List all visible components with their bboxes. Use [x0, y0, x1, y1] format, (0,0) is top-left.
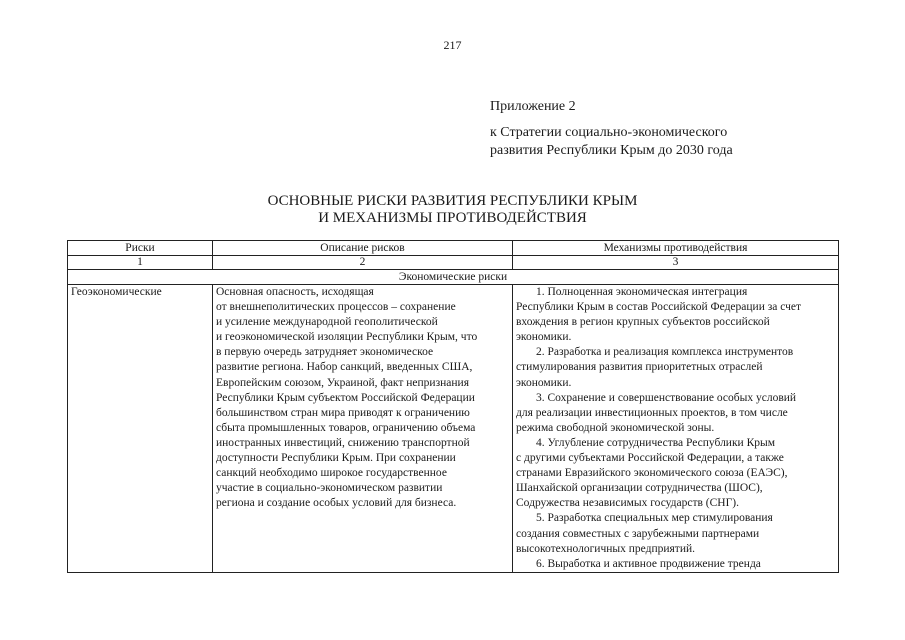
mechanism-line: 4. Углубление сотрудничества Республики Крым — [536, 436, 776, 449]
mechanism-line: Содружества независимых государств (СНГ). — [516, 497, 739, 510]
description-line: санкций необходимо широкое государственное — [216, 467, 447, 480]
description-line: и геоэкономической изоляции Республики Крым, что — [216, 331, 478, 344]
mechanism-line: экономики. — [516, 376, 572, 389]
description-line: доступности Республики Крым. При сохранении — [216, 452, 456, 465]
risk-name: Геоэкономические — [68, 285, 213, 573]
column-number-2: 2 — [213, 256, 513, 270]
description-line: в первую очередь затрудняет экономическое — [216, 346, 434, 359]
mechanism-line: 1. Полноценная экономическая интеграция — [536, 286, 748, 298]
mechanism-line: экономики. — [516, 331, 572, 344]
mechanism-line: 3. Сохранение и совершенствование особых условий — [536, 391, 797, 404]
column-number-row — [68, 256, 839, 270]
header-risks: Риски — [68, 241, 213, 256]
mechanism-line: высокотехнологичных предприятий. — [516, 542, 696, 555]
column-number-3: 3 — [513, 256, 839, 270]
table-row — [68, 285, 839, 573]
appendix-title: Приложение 2 — [490, 99, 576, 114]
mechanism-line: 6. Выработка и активное продвижение тренда — [536, 557, 761, 570]
mechanism-line: 5. Разработка специальных мер стимулирования — [536, 512, 773, 525]
appendix-subtitle-line-1: к Стратегии социально-экономического — [490, 125, 728, 140]
description-line: Основная опасность, исходящая — [216, 286, 374, 298]
description-line: региона и создание особых условий для бизнеса. — [216, 497, 457, 510]
header-mechanisms: Механизмы противодействия — [513, 241, 839, 256]
description-line: от внешнеполитических процессов – сохранение — [216, 301, 456, 314]
table-header-row — [68, 241, 839, 256]
appendix-subtitle-line-2: развития Республики Крым до 2030 года — [490, 143, 733, 158]
description-line: участие в социально-экономическом развитии — [216, 482, 443, 495]
column-number-1: 1 — [68, 256, 213, 270]
risks-table — [67, 240, 839, 573]
mechanism-line: создания совместных с зарубежными партнерами — [516, 527, 760, 540]
mechanism-line: стимулирования развития приоритетных отраслей — [516, 361, 763, 374]
mechanism-line: вхождения в регион крупных субъектов российской — [516, 316, 770, 329]
mechanisms-cell — [513, 285, 839, 573]
mechanism-line: Шанхайской организации сотрудничества (ШОС), — [516, 482, 763, 495]
description-line: большинством стран мира приводят к ограничению — [216, 406, 470, 419]
page-number: 217 — [443, 38, 462, 52]
description-line: Республики Крым субъектом Российской Федерации — [216, 391, 475, 404]
description-line: сбыта промышленных товаров, ограничению объема — [216, 421, 476, 434]
mechanism-line: 2. Разработка и реализация комплекса инструментов — [536, 346, 794, 359]
document-title-line-2: И МЕХАНИЗМЫ ПРОТИВОДЕЙСТВИЯ — [318, 210, 587, 226]
risk-description-cell — [213, 285, 513, 573]
description-line: Европейским союзом, Украиной, факт непризнания — [216, 376, 469, 389]
mechanism-line: для реализации инвестиционных проектов, в том числе — [516, 406, 788, 419]
section-title: Экономические риски — [68, 270, 839, 285]
document-title-line-1: ОСНОВНЫЕ РИСКИ РАЗВИТИЯ РЕСПУБЛИКИ КРЫМ — [267, 193, 638, 209]
description-line: иностранных инвестиций, снижению транспортной — [216, 436, 470, 449]
header-description: Описание рисков — [213, 241, 513, 256]
description-line: и усиление международной геополитической — [216, 316, 438, 329]
mechanism-line: с другими субъектами Российской Федерации, а также — [516, 452, 784, 465]
mechanism-line: странами Евразийского экономического союза (ЕАЭС), — [516, 467, 788, 480]
mechanism-line: режима свободной экономической зоны. — [516, 421, 715, 434]
mechanism-line: Республики Крым в состав Российской Федерации за счет — [516, 301, 802, 314]
description-line: развитие региона. Набор санкций, введенных США, — [216, 361, 473, 374]
section-row — [68, 270, 839, 285]
